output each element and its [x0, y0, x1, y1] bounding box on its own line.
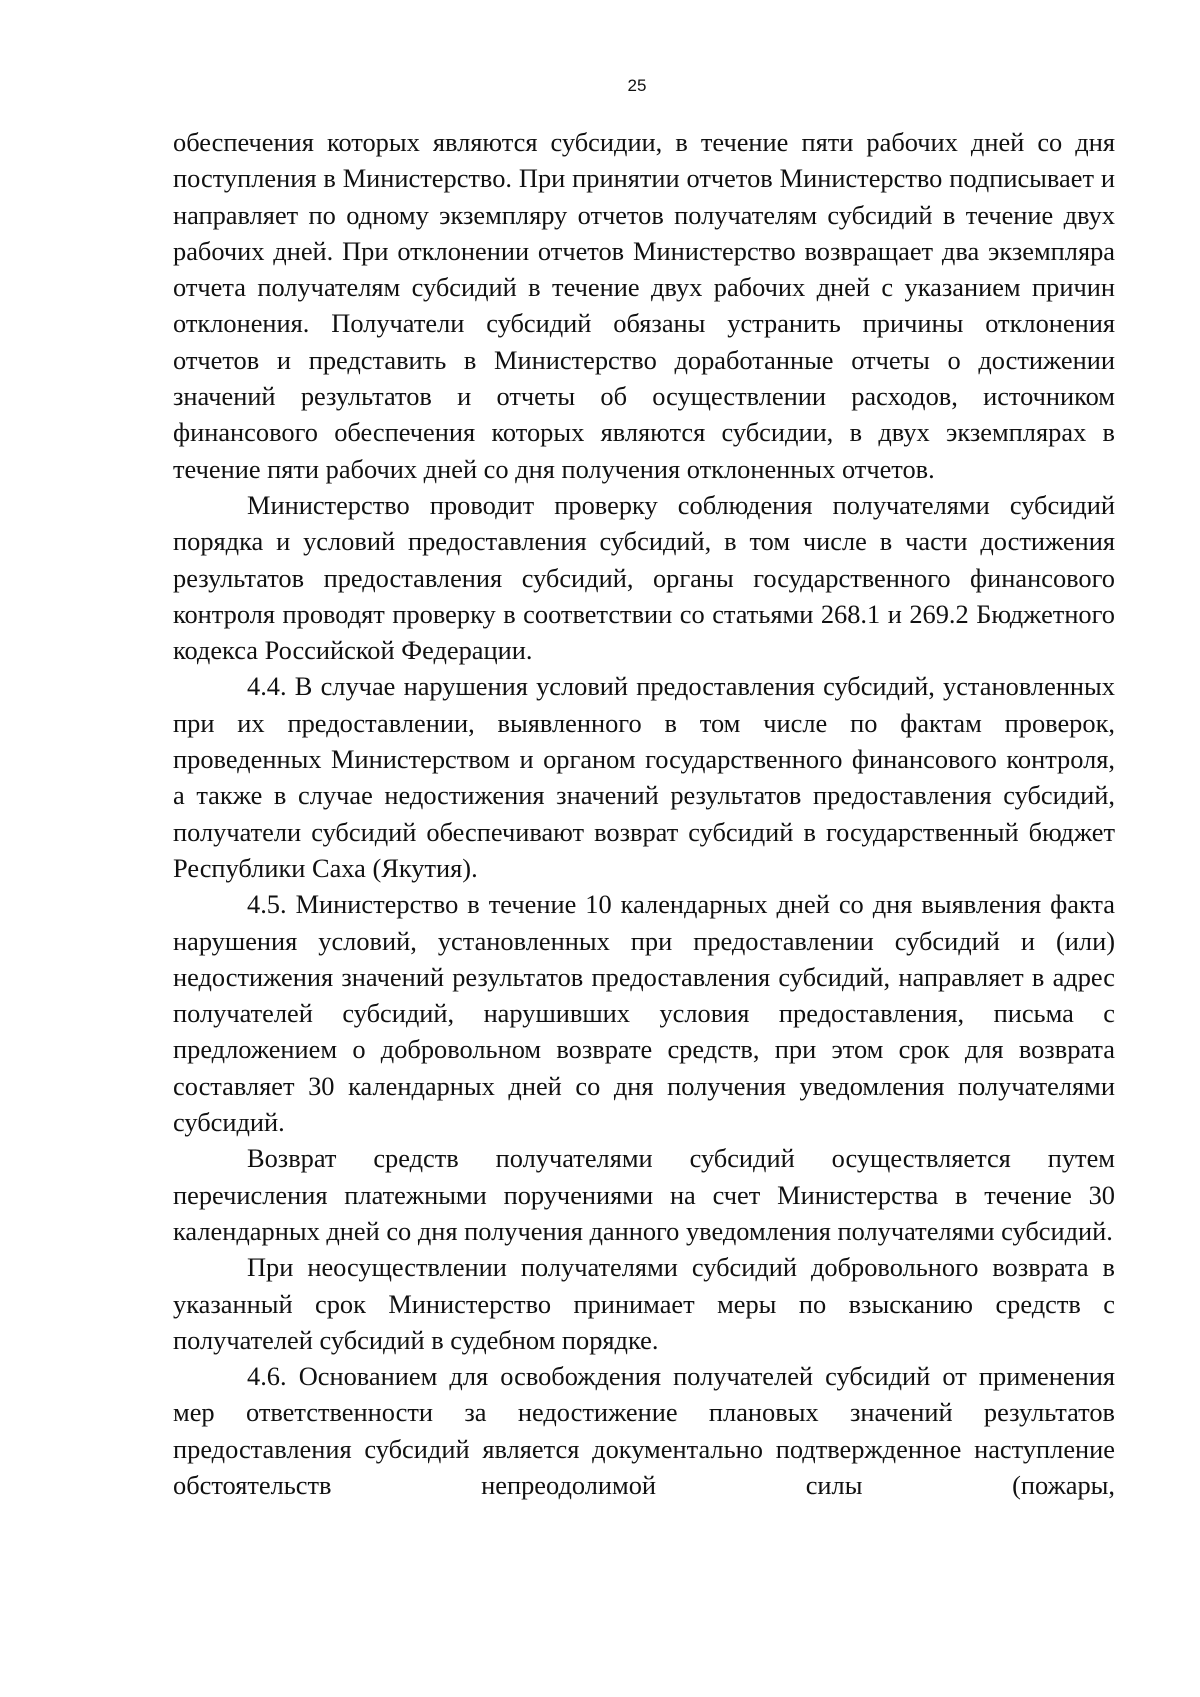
paragraph-court-recovery: При неосуществлении получателями субсидий добровольного возврата в указанный срок Министерство принимает меры по взысканию средств с получателей субсидий в судебном порядке.: [173, 1252, 1115, 1355]
document-body: [173, 124, 1115, 1503]
page-number: 25: [627, 76, 647, 95]
paragraph-ministry-inspection: Министерство проводит проверку соблюдения получателями субсидий порядка и условий предоставления субсидий, в том числе в части достижения результатов предоставления субсидий, органы государственного финансового контроля проводят проверку в соответствии со статьями 268.1 и 269.2 Бюджетного кодекса Российской Федерации.: [173, 489, 1115, 666]
paragraph-reports-continuation: обеспечения которых являются субсидии, в течение пяти рабочих дней со дня поступления в Министерство. При принятии отчетов Министерство подписывает и направляет по одному экземпляру отчетов получателям субсидий в течение двух рабочих дней. При отклонении отчетов Министерство возвращает два экземпляра отчета получателям субсидий в течение двух рабочих дней с указанием причин отклонения. Получатели субсидий обязаны устранить причины отклонения отчетов и представить в Министерство доработанные отчеты о достижении значений результатов и отчеты об осуществлении расходов, источником финансового обеспечения которых являются субсидии, в двух экземплярах в течение пяти рабочих дней со дня получения отклоненных отчетов.: [173, 127, 1115, 484]
paragraph-4-5: 4.5. Министерство в течение 10 календарных дней со дня выявления факта нарушения условий, установленных при предоставлении субсидий и (или) недостижения значений результатов предоставления субсидий, направляет в адрес получателей субсидий, нарушивших условия предоставления, письма с предложением о добровольном возврате средств, при этом срок для возврата составляет 30 календарных дней со дня получения уведомления получателями субсидий.: [173, 889, 1115, 1138]
paragraph-4-4: 4.4. В случае нарушения условий предоставления субсидий, установленных при их предоставлении, выявленного в том числе по фактам проверок, проведенных Министерством и органом государственного финансового контроля, а также в случае недостижения значений результатов предоставления субсидий, получатели субсидий обеспечивают возврат субсидий в государственный бюджет Республики Саха (Якутия).: [173, 671, 1115, 883]
paragraph-refund-procedure: Возврат средств получателями субсидий осуществляется путем перечисления платежными поручениями на счет Министерства в течение 30 календарных дней со дня получения данного уведомления получателями субсидий.: [173, 1143, 1115, 1246]
paragraph-4-6: 4.6. Основанием для освобождения получателей субсидий от применения мер ответственности за недостижение плановых значений результатов предоставления субсидий является документально подтвержденное наступление обстоятельств непреодолимой силы (пожары,: [173, 1361, 1115, 1500]
